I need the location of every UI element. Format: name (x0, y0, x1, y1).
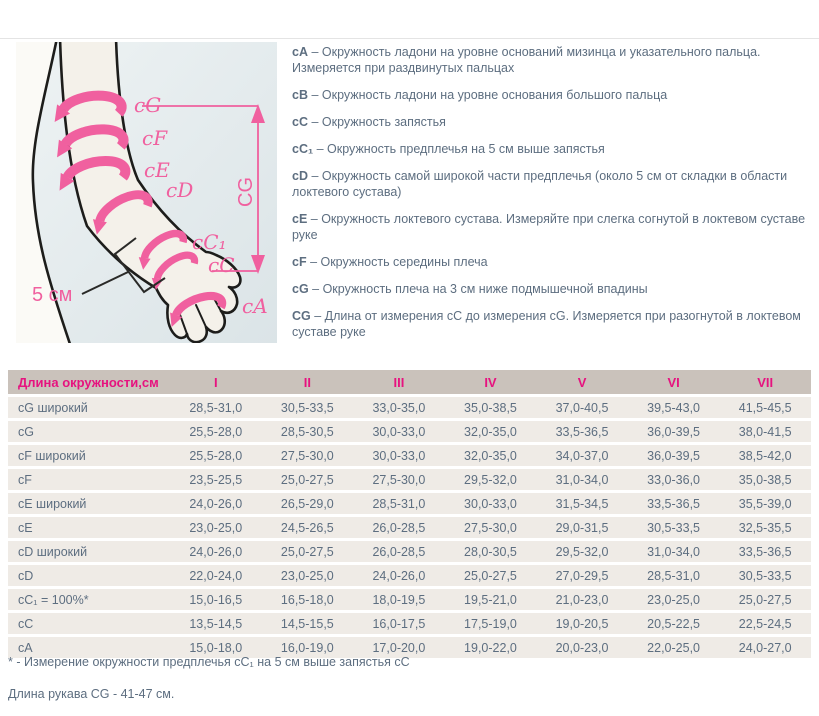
measurement-description (292, 254, 806, 270)
measurement-description (292, 44, 806, 76)
range-cell: 28,5-31,0 (628, 565, 720, 586)
size-table-section (8, 367, 811, 661)
range-cell: 33,5-36,5 (536, 421, 628, 442)
range-cell: 34,0-37,0 (536, 445, 628, 466)
measurement-code: cC (292, 115, 308, 129)
measurement-description (292, 87, 806, 103)
range-cell: 15,0-16,5 (170, 589, 262, 610)
range-cell: 30,5-33,5 (628, 517, 720, 538)
range-cell: 30,5-33,5 (262, 397, 354, 418)
range-cell: 36,0-39,5 (628, 445, 720, 466)
measurement-code: cA (292, 45, 308, 59)
measurement-code: cE (292, 212, 308, 226)
range-cell: 24,0-26,0 (170, 493, 262, 514)
table-row (8, 421, 811, 442)
size-column-header: II (262, 370, 354, 394)
measurement-text: – Длина от измерения cC до измерения cG. Измеряется при разогнутой в локтевом суставе руке (292, 309, 801, 339)
table-row (8, 397, 811, 418)
range-cell: 24,0-26,0 (353, 565, 445, 586)
ring-label-cA: cA (242, 294, 268, 318)
range-cell: 36,0-39,5 (628, 421, 720, 442)
measurement-text: – Окружность запястья (307, 115, 446, 129)
range-cell: 23,5-25,5 (170, 469, 262, 490)
table-row (8, 469, 811, 490)
size-table-header-row (8, 370, 811, 394)
measurement-code: cF (292, 255, 307, 269)
top-divider (0, 38, 819, 39)
size-column-header: VI (628, 370, 720, 394)
size-column-header: VII (719, 370, 811, 394)
ring-label-cG: cG (134, 93, 162, 117)
row-label: cD (8, 565, 170, 586)
measurement-text: – Окружность предплечья на 5 см выше запястья (313, 142, 605, 156)
table-row (8, 589, 811, 610)
range-cell: 29,0-31,5 (536, 517, 628, 538)
row-label: cG широкий (8, 397, 170, 418)
range-cell: 24,0-27,0 (719, 637, 811, 658)
range-cell: 19,5-21,0 (445, 589, 537, 610)
footnote-asterisk: * - Измерение окружности предплечья cC₁ на 5 см выше запястья cC (8, 655, 410, 669)
size-column-header: IV (445, 370, 537, 394)
ring-label-cC1: cC₁ (192, 230, 227, 254)
ring-label-cD: cD (166, 178, 194, 202)
row-label: cC₁ = 100%* (8, 589, 170, 610)
range-cell: 31,5-34,5 (536, 493, 628, 514)
range-cell: 31,0-34,0 (536, 469, 628, 490)
row-label: cC (8, 613, 170, 634)
range-cell: 22,0-25,0 (628, 637, 720, 658)
measurement-description (292, 308, 806, 340)
range-cell: 35,5-39,0 (719, 493, 811, 514)
range-cell: 26,5-29,0 (262, 493, 354, 514)
range-cell: 28,5-31,0 (353, 493, 445, 514)
range-cell: 17,5-19,0 (445, 613, 537, 634)
range-cell: 37,0-40,5 (536, 397, 628, 418)
range-cell: 15,0-18,0 (170, 637, 262, 658)
size-column-header: III (353, 370, 445, 394)
row-label: cE (8, 517, 170, 538)
measurement-text: – Окружность ладони на уровне оснований мизинца и указательного пальца. Измеряется при раздвинутых пальцах (292, 45, 761, 75)
size-column-header: V (536, 370, 628, 394)
row-label: cA (8, 637, 170, 658)
measurement-description (292, 141, 806, 157)
range-cell: 28,0-30,5 (445, 541, 537, 562)
table-row (8, 445, 811, 466)
range-cell: 23,0-25,0 (170, 517, 262, 538)
measurement-text: – Окружность локтевого сустава. Измеряйте при слегка согнутой в локтевом суставе руке (292, 212, 806, 242)
range-cell: 20,0-23,0 (536, 637, 628, 658)
range-cell: 29,5-32,0 (536, 541, 628, 562)
range-cell: 25,0-27,5 (719, 589, 811, 610)
row-label: cF (8, 469, 170, 490)
row-label: cF широкий (8, 445, 170, 466)
range-cell: 25,0-27,5 (262, 469, 354, 490)
range-cell: 22,0-24,0 (170, 565, 262, 586)
range-cell: 16,0-17,5 (353, 613, 445, 634)
range-cell: 22,5-24,5 (719, 613, 811, 634)
range-cell: 16,5-18,0 (262, 589, 354, 610)
range-cell: 29,5-32,0 (445, 469, 537, 490)
range-cell: 25,0-27,5 (445, 565, 537, 586)
table-row (8, 541, 811, 562)
arm-diagram-svg (16, 42, 277, 343)
range-cell: 18,0-19,5 (353, 589, 445, 610)
cg-dimension-label: CG (235, 177, 257, 207)
range-cell: 33,5-36,5 (719, 541, 811, 562)
measurement-description (292, 114, 806, 130)
range-cell: 26,0-28,5 (353, 517, 445, 538)
range-cell: 24,0-26,0 (170, 541, 262, 562)
range-cell: 27,0-29,5 (536, 565, 628, 586)
range-cell: 30,0-33,0 (353, 421, 445, 442)
footnote-sleeve-length: Длина рукава CG - 41-47 см. (8, 687, 175, 701)
range-cell: 38,5-42,0 (719, 445, 811, 466)
measurement-code: CG (292, 309, 311, 323)
ring-label-cC: cC (208, 253, 235, 277)
range-cell: 27,5-30,0 (445, 517, 537, 538)
size-table (8, 367, 811, 661)
range-cell: 25,5-28,0 (170, 421, 262, 442)
range-cell: 25,0-27,5 (262, 541, 354, 562)
range-cell: 23,0-25,0 (262, 565, 354, 586)
range-cell: 13,5-14,5 (170, 613, 262, 634)
range-cell: 41,5-45,5 (719, 397, 811, 418)
measurement-description (292, 281, 806, 297)
range-cell: 21,0-23,0 (536, 589, 628, 610)
ring-label-cE: cE (144, 158, 170, 182)
range-cell: 33,0-36,0 (628, 469, 720, 490)
range-cell: 20,5-22,5 (628, 613, 720, 634)
arm-measurement-diagram (16, 42, 277, 343)
measurement-text: – Окружность самой широкой части предплечья (около 5 см от складки в области локтевого сустава) (292, 169, 788, 199)
range-cell: 19,0-20,5 (536, 613, 628, 634)
table-row (8, 493, 811, 514)
row-label: cG (8, 421, 170, 442)
range-cell: 24,5-26,5 (262, 517, 354, 538)
range-cell: 35,0-38,5 (445, 397, 537, 418)
range-cell: 26,0-28,5 (353, 541, 445, 562)
range-cell: 32,5-35,5 (719, 517, 811, 538)
range-cell: 32,0-35,0 (445, 445, 537, 466)
range-cell: 30,5-33,5 (719, 565, 811, 586)
measurement-code: cC₁ (292, 142, 314, 156)
measurement-text: – Окружность середины плеча (306, 255, 488, 269)
range-cell: 27,5-30,0 (262, 445, 354, 466)
range-cell: 14,5-15,5 (262, 613, 354, 634)
range-cell: 28,5-31,0 (170, 397, 262, 418)
range-cell: 30,0-33,0 (353, 445, 445, 466)
range-cell: 32,0-35,0 (445, 421, 537, 442)
table-row (8, 613, 811, 634)
range-cell: 33,0-35,0 (353, 397, 445, 418)
range-cell: 30,0-33,0 (445, 493, 537, 514)
measurement-description (292, 211, 806, 243)
size-column-header: I (170, 370, 262, 394)
range-cell: 19,0-22,0 (445, 637, 537, 658)
table-header-label: Длина окружности,см (8, 370, 170, 394)
range-cell: 17,0-20,0 (353, 637, 445, 658)
range-cell: 28,5-30,5 (262, 421, 354, 442)
range-cell: 16,0-19,0 (262, 637, 354, 658)
range-cell: 33,5-36,5 (628, 493, 720, 514)
range-cell: 38,0-41,5 (719, 421, 811, 442)
range-cell: 27,5-30,0 (353, 469, 445, 490)
measurement-code: cB (292, 88, 308, 102)
five-cm-label: 5 см (32, 284, 73, 306)
range-cell: 31,0-34,0 (628, 541, 720, 562)
range-cell: 23,0-25,0 (628, 589, 720, 610)
measurement-descriptions (292, 44, 806, 351)
range-cell: 25,5-28,0 (170, 445, 262, 466)
table-row (8, 517, 811, 538)
range-cell: 35,0-38,5 (719, 469, 811, 490)
size-table-body (8, 397, 811, 658)
measurement-text: – Окружность плеча на 3 см ниже подмышечной впадины (308, 282, 648, 296)
table-row (8, 565, 811, 586)
row-label: cE широкий (8, 493, 170, 514)
measurement-description (292, 168, 806, 200)
measurement-code: cG (292, 282, 309, 296)
measurement-code: cD (292, 169, 308, 183)
ring-label-cF: cF (142, 126, 168, 150)
range-cell: 39,5-43,0 (628, 397, 720, 418)
row-label: cD широкий (8, 541, 170, 562)
measurement-text: – Окружность ладони на уровне основания большого пальца (307, 88, 668, 102)
